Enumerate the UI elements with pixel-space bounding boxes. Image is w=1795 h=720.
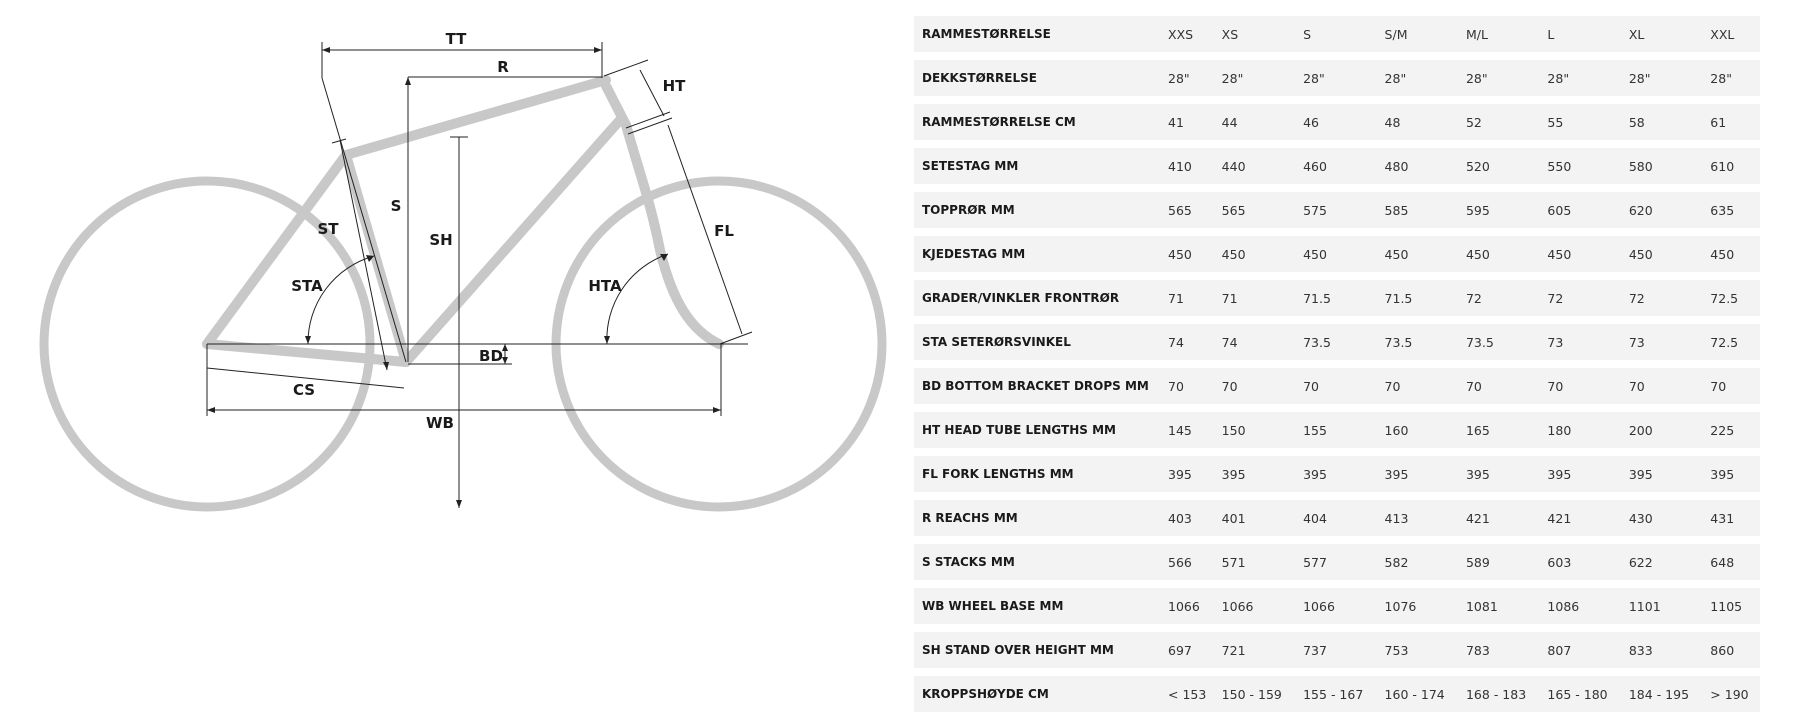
table-cell: 72	[1462, 280, 1543, 316]
table-cell: 52	[1462, 104, 1543, 140]
label-st: ST	[317, 220, 339, 238]
table-cell: 28"	[1218, 60, 1299, 96]
table-cell: XL	[1625, 16, 1706, 52]
table-cell: 1066	[1299, 588, 1380, 624]
label-r: R	[497, 58, 509, 76]
table-cell: 180	[1543, 412, 1624, 448]
table-row	[914, 236, 1760, 272]
table-row	[914, 280, 1760, 316]
label-ht: HT	[662, 77, 686, 95]
table-cell: 70	[1625, 368, 1706, 404]
table-cell: L	[1543, 16, 1624, 52]
row-label: DEKKSTØRRELSE	[914, 60, 1164, 96]
table-cell: 70	[1164, 368, 1218, 404]
table-cell: 566	[1164, 544, 1218, 580]
table-cell: XXL	[1706, 16, 1760, 52]
table-row	[914, 544, 1760, 580]
table-cell: 403	[1164, 500, 1218, 536]
table-cell: S	[1299, 16, 1380, 52]
table-cell: 73.5	[1381, 324, 1462, 360]
table-cell: 160 - 174	[1381, 676, 1462, 712]
table-cell: 421	[1462, 500, 1543, 536]
table-cell: 450	[1543, 236, 1624, 272]
geometry-table	[914, 8, 1760, 720]
label-sh: SH	[429, 231, 453, 249]
table-cell: 73.5	[1299, 324, 1380, 360]
table-cell: 404	[1299, 500, 1380, 536]
table-cell: 622	[1625, 544, 1706, 580]
table-cell: 395	[1164, 456, 1218, 492]
table-cell: 58	[1625, 104, 1706, 140]
table-cell: 603	[1543, 544, 1624, 580]
table-cell: 395	[1381, 456, 1462, 492]
table-cell: 697	[1164, 632, 1218, 668]
table-cell: 1076	[1381, 588, 1462, 624]
table-cell: 41	[1164, 104, 1218, 140]
table-cell: 450	[1381, 236, 1462, 272]
table-row	[914, 368, 1760, 404]
table-cell: 71	[1218, 280, 1299, 316]
table-cell: 450	[1218, 236, 1299, 272]
table-row	[914, 104, 1760, 140]
row-label: TOPPRØR MM	[914, 192, 1164, 228]
table-cell: < 153	[1164, 676, 1218, 712]
row-label: S STACKS MM	[914, 544, 1164, 580]
label-cs: CS	[292, 381, 316, 399]
table-cell: 70	[1381, 368, 1462, 404]
table-cell: 833	[1625, 632, 1706, 668]
table-cell: 28"	[1462, 60, 1543, 96]
table-row	[914, 148, 1760, 184]
table-cell: 73.5	[1462, 324, 1543, 360]
table-cell: 1081	[1462, 588, 1543, 624]
table-row	[914, 192, 1760, 228]
table-cell: 155 - 167	[1299, 676, 1380, 712]
table-cell: 580	[1625, 148, 1706, 184]
table-cell: 28"	[1381, 60, 1462, 96]
row-label: SETESTAG MM	[914, 148, 1164, 184]
table-cell: 783	[1462, 632, 1543, 668]
row-label: RAMMESTØRRELSE	[914, 16, 1164, 52]
table-cell: 155	[1299, 412, 1380, 448]
table-cell: 401	[1218, 500, 1299, 536]
table-cell: 450	[1164, 236, 1218, 272]
label-fl: FL	[714, 222, 734, 240]
table-cell: 450	[1299, 236, 1380, 272]
table-cell: 55	[1543, 104, 1624, 140]
table-cell: 737	[1299, 632, 1380, 668]
label-tt: TT	[445, 30, 467, 48]
table-cell: 72	[1543, 280, 1624, 316]
table-cell: 145	[1164, 412, 1218, 448]
table-cell: 395	[1218, 456, 1299, 492]
table-cell: 73	[1543, 324, 1624, 360]
row-label: WB WHEEL BASE MM	[914, 588, 1164, 624]
table-cell: 450	[1625, 236, 1706, 272]
table-cell: 1066	[1218, 588, 1299, 624]
row-label: R REACHS MM	[914, 500, 1164, 536]
row-label: RAMMESTØRRELSE CM	[914, 104, 1164, 140]
table-cell: 450	[1462, 236, 1543, 272]
table-cell: > 190	[1706, 676, 1760, 712]
table-cell: XS	[1218, 16, 1299, 52]
table-cell: 160	[1381, 412, 1462, 448]
table-cell: 46	[1299, 104, 1380, 140]
table-cell: 395	[1625, 456, 1706, 492]
table-row	[914, 412, 1760, 448]
table-cell: 753	[1381, 632, 1462, 668]
table-row	[914, 324, 1760, 360]
table-cell: 200	[1625, 412, 1706, 448]
table-cell: 74	[1218, 324, 1299, 360]
table-row	[914, 500, 1760, 536]
table-cell: 48	[1381, 104, 1462, 140]
table-cell: 70	[1462, 368, 1543, 404]
table-cell: 721	[1218, 632, 1299, 668]
table-cell: 28"	[1625, 60, 1706, 96]
geometry-table-body	[914, 16, 1760, 712]
table-cell: 225	[1706, 412, 1760, 448]
table-cell: 168 - 183	[1462, 676, 1543, 712]
table-cell: 150	[1218, 412, 1299, 448]
table-cell: 70	[1543, 368, 1624, 404]
table-cell: S/M	[1381, 16, 1462, 52]
table-cell: 605	[1543, 192, 1624, 228]
table-cell: 860	[1706, 632, 1760, 668]
table-cell: 395	[1706, 456, 1760, 492]
row-label: KROPPSHØYDE CM	[914, 676, 1164, 712]
table-cell: 1086	[1543, 588, 1624, 624]
table-cell: 70	[1299, 368, 1380, 404]
table-cell: 395	[1462, 456, 1543, 492]
table-cell: 565	[1218, 192, 1299, 228]
label-s: S	[390, 197, 402, 215]
table-row	[914, 632, 1760, 668]
table-cell: 72	[1625, 280, 1706, 316]
table-cell: 550	[1543, 148, 1624, 184]
label-bd: BD	[479, 347, 503, 365]
table-row	[914, 456, 1760, 492]
row-label: BD BOTTOM BRACKET DROPS MM	[914, 368, 1164, 404]
table-cell: 585	[1381, 192, 1462, 228]
label-wb: WB	[426, 414, 454, 432]
table-cell: 395	[1543, 456, 1624, 492]
table-cell: 395	[1299, 456, 1380, 492]
table-cell: 589	[1462, 544, 1543, 580]
table-cell: 1101	[1625, 588, 1706, 624]
table-cell: 620	[1625, 192, 1706, 228]
table-row	[914, 588, 1760, 624]
table-cell: 1066	[1164, 588, 1218, 624]
table-cell: 571	[1218, 544, 1299, 580]
table-cell: 635	[1706, 192, 1760, 228]
table-cell: 575	[1299, 192, 1380, 228]
table-cell: 430	[1625, 500, 1706, 536]
table-cell: 28"	[1543, 60, 1624, 96]
table-cell: 421	[1543, 500, 1624, 536]
table-cell: 431	[1706, 500, 1760, 536]
table-cell: 582	[1381, 544, 1462, 580]
bike-geometry-diagram	[0, 0, 900, 708]
table-cell: 460	[1299, 148, 1380, 184]
row-label: SH STAND OVER HEIGHT MM	[914, 632, 1164, 668]
table-cell: 150 - 159	[1218, 676, 1299, 712]
table-cell: 71	[1164, 280, 1218, 316]
table-cell: 520	[1462, 148, 1543, 184]
table-cell: 165	[1462, 412, 1543, 448]
table-cell: 413	[1381, 500, 1462, 536]
table-cell: 410	[1164, 148, 1218, 184]
table-cell: 565	[1164, 192, 1218, 228]
table-cell: 610	[1706, 148, 1760, 184]
table-cell: 71.5	[1381, 280, 1462, 316]
table-cell: 595	[1462, 192, 1543, 228]
row-label: STA SETERØRSVINKEL	[914, 324, 1164, 360]
table-cell: 440	[1218, 148, 1299, 184]
label-hta: HTA	[588, 277, 622, 295]
table-cell: 28"	[1706, 60, 1760, 96]
row-label: HT HEAD TUBE LENGTHS MM	[914, 412, 1164, 448]
table-cell: 165 - 180	[1543, 676, 1624, 712]
table-cell: 70	[1218, 368, 1299, 404]
table-cell: 577	[1299, 544, 1380, 580]
table-cell: M/L	[1462, 16, 1543, 52]
row-label: FL FORK LENGTHS MM	[914, 456, 1164, 492]
table-cell: 807	[1543, 632, 1624, 668]
table-cell: 71.5	[1299, 280, 1380, 316]
table-cell: 72.5	[1706, 324, 1760, 360]
table-cell: 450	[1706, 236, 1760, 272]
table-cell: 72.5	[1706, 280, 1760, 316]
table-cell: 28"	[1299, 60, 1380, 96]
table-cell: 1105	[1706, 588, 1760, 624]
table-cell: 480	[1381, 148, 1462, 184]
table-row	[914, 60, 1760, 96]
table-cell: 648	[1706, 544, 1760, 580]
table-row	[914, 16, 1760, 52]
label-sta: STA	[291, 277, 323, 295]
table-cell: 44	[1218, 104, 1299, 140]
table-cell: XXS	[1164, 16, 1218, 52]
row-label: GRADER/VINKLER FRONTRØR	[914, 280, 1164, 316]
table-row	[914, 676, 1760, 712]
row-label: KJEDESTAG MM	[914, 236, 1164, 272]
table-cell: 28"	[1164, 60, 1218, 96]
table-cell: 73	[1625, 324, 1706, 360]
table-cell: 70	[1706, 368, 1760, 404]
table-cell: 74	[1164, 324, 1218, 360]
table-cell: 61	[1706, 104, 1760, 140]
table-cell: 184 - 195	[1625, 676, 1706, 712]
